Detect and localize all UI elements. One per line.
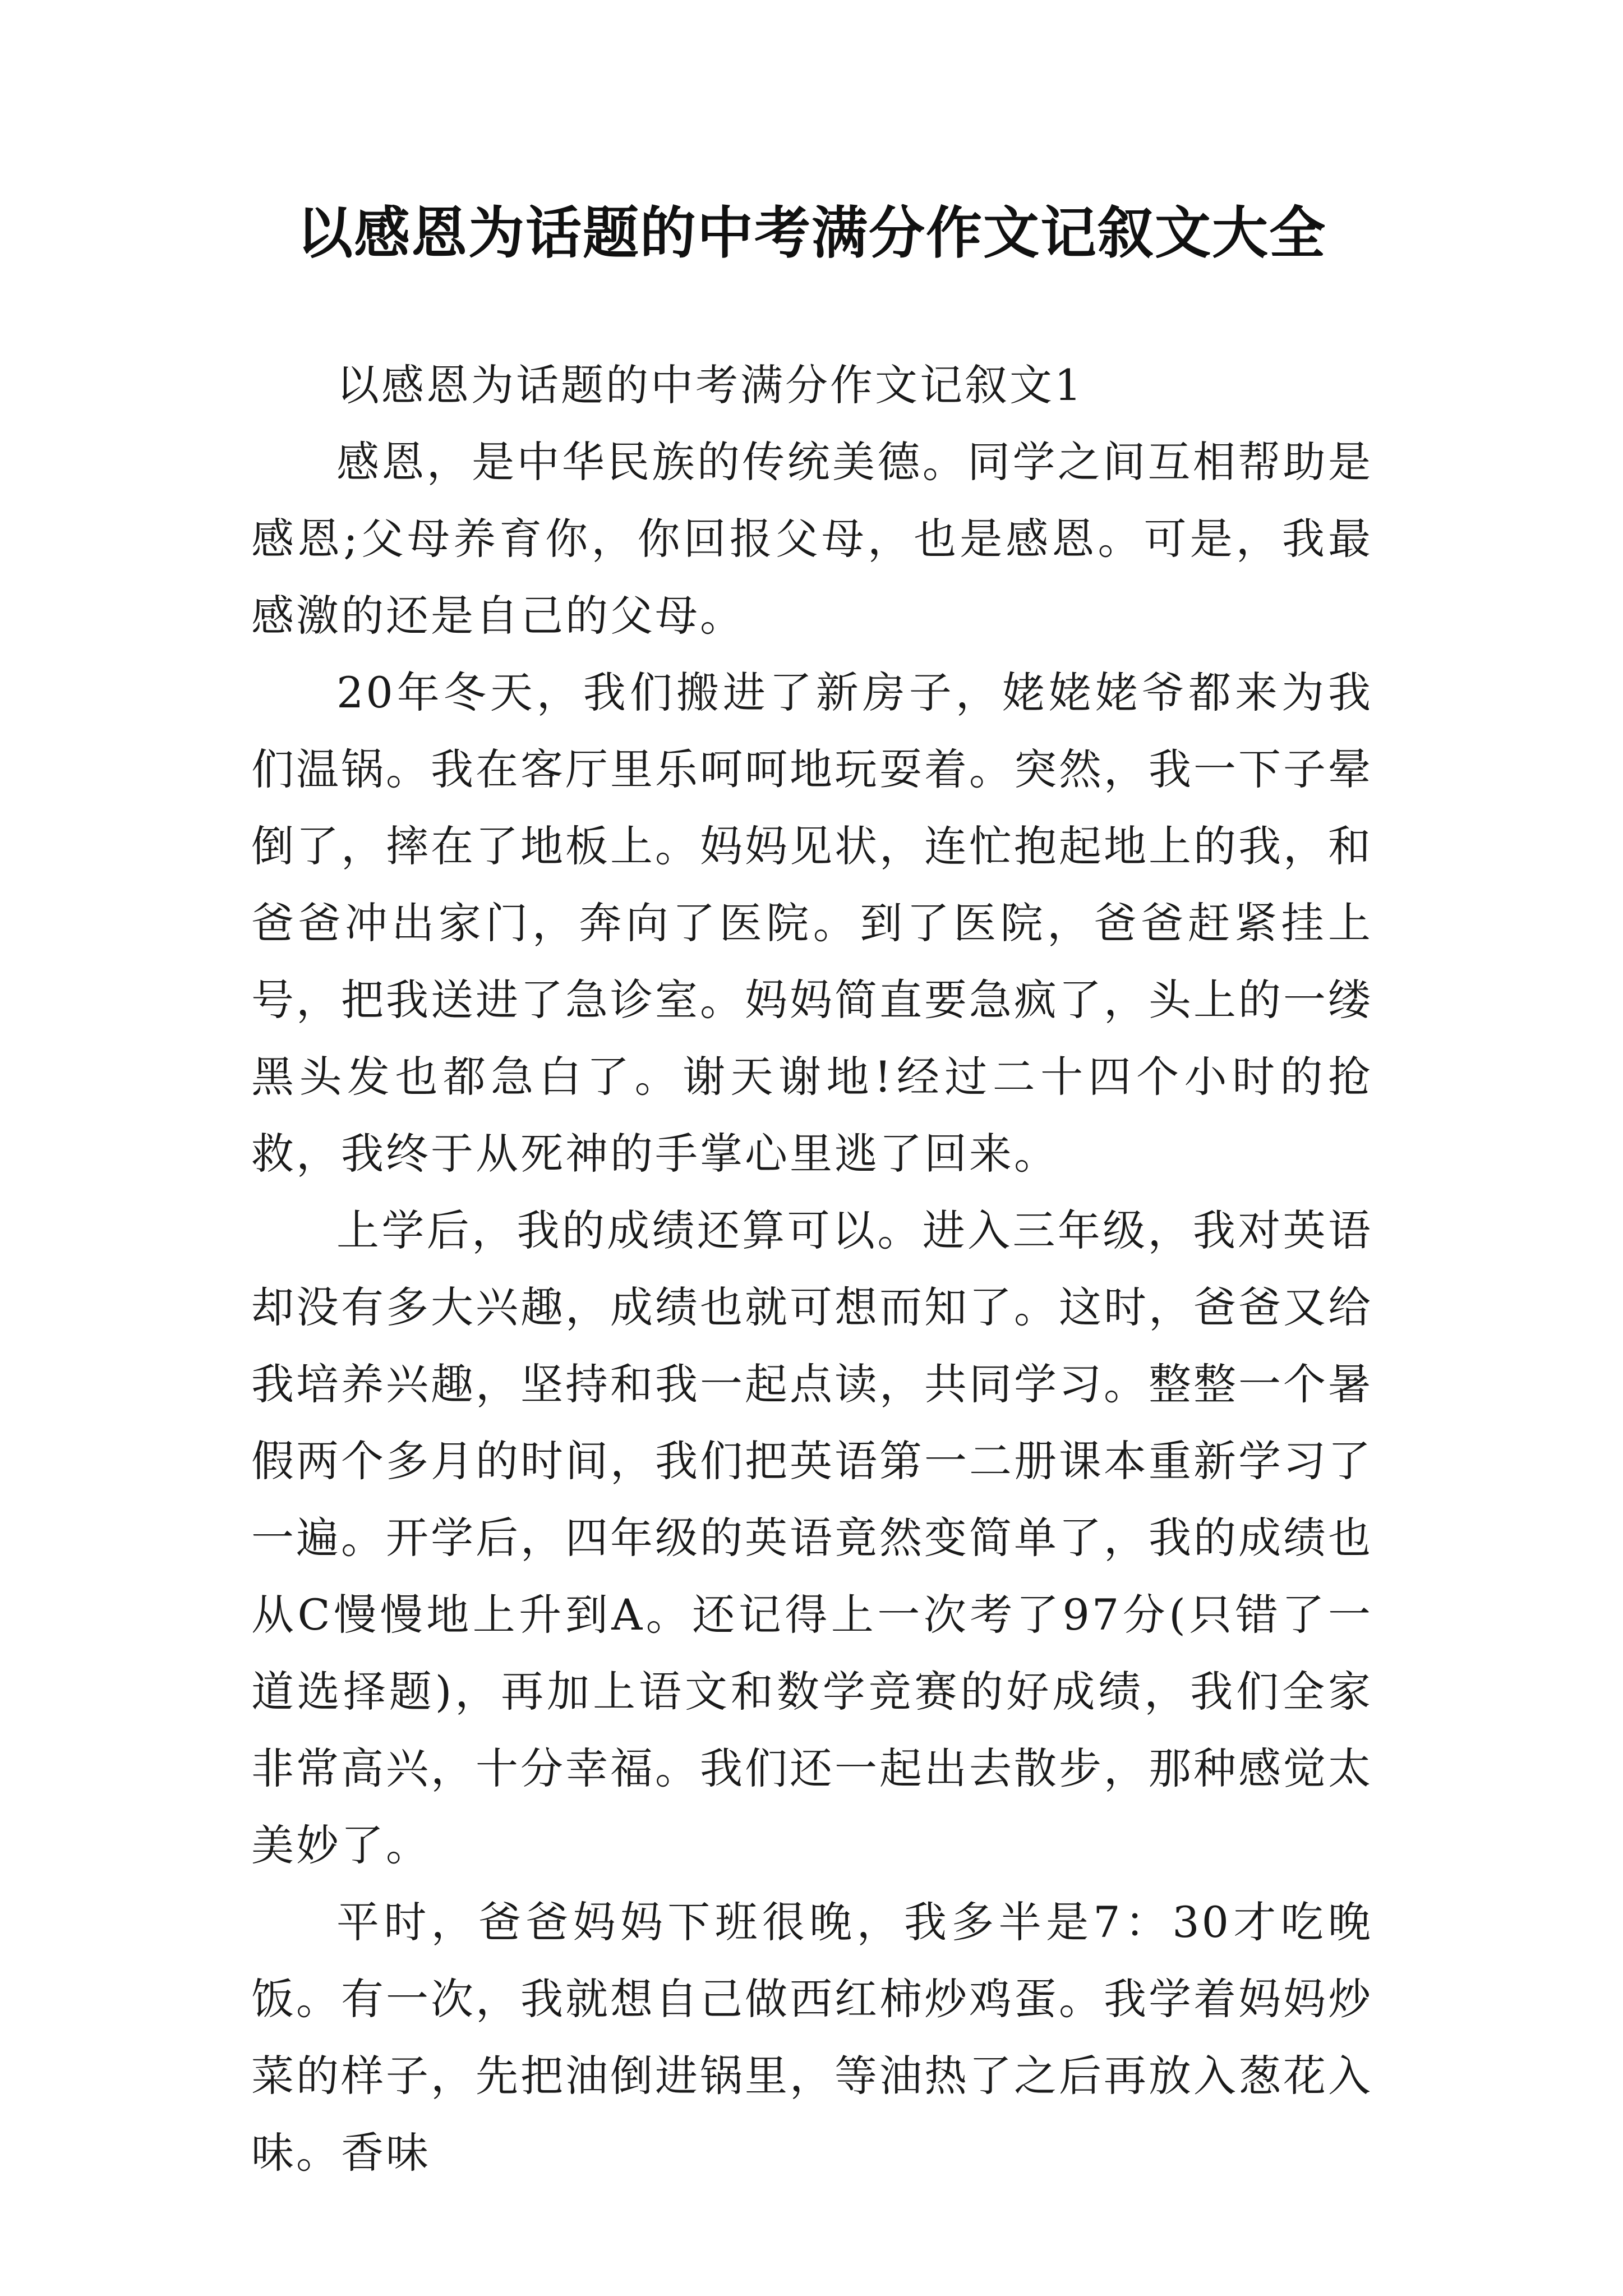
paragraph: 20年冬天，我们搬进了新房子，姥姥姥爷都来为我们温锅。我在客厅里乐呵呵地玩耍着。突然，我一下子晕倒了，摔在了地板上。妈妈见状，连忙抱起地上的我，和爸爸冲出家门，奔向了医院。到了医院，爸爸赶紧挂上号，把我送进了急诊室。妈妈简直要急疯了，头上的一缕黑头发也都急白了。谢天谢地!经过二十四个小时的抢救，我终于从死神的手掌心里逃了回来。: [251, 668, 1373, 1179]
paragraph: 上学后，我的成绩还算可以。进入三年级，我对英语却没有多大兴趣，成绩也就可想而知了。这时，爸爸又给我培养兴趣，坚持和我一起点读，共同学习。整整一个暑假两个多月的时间，我们把英语第一二册课本重新学习了一遍。开学后，四年级的英语竟然变简单了，我的成绩也从C慢慢地上升到A。还记得上一次考了97分(只错了一道选择题)，再加上语文和数学竞赛的好成绩，我们全家非常高兴，十分幸福。我们还一起出去散步，那种感觉太美妙了。: [251, 1205, 1373, 1870]
section-heading: 以感恩为话题的中考满分作文记叙文1: [336, 360, 1084, 410]
paragraph: 感恩，是中华民族的传统美德。同学之间互相帮助是感恩;父母养育你，你回报父母，也是感恩。可是，我最感激的还是自己的父母。: [251, 437, 1373, 641]
document-body: [251, 347, 1373, 2191]
paragraph: 平时，爸爸妈妈下班很晚，我多半是7：30才吃晚饭。有一次，我就想自己做西红柿炒鸡蛋。我学着妈妈炒菜的样子，先把油倒进锅里，等油热了之后再放入葱花入味。香味: [251, 1897, 1373, 2178]
document-title: 以感恩为话题的中考满分作文记叙文大全: [297, 200, 1326, 266]
